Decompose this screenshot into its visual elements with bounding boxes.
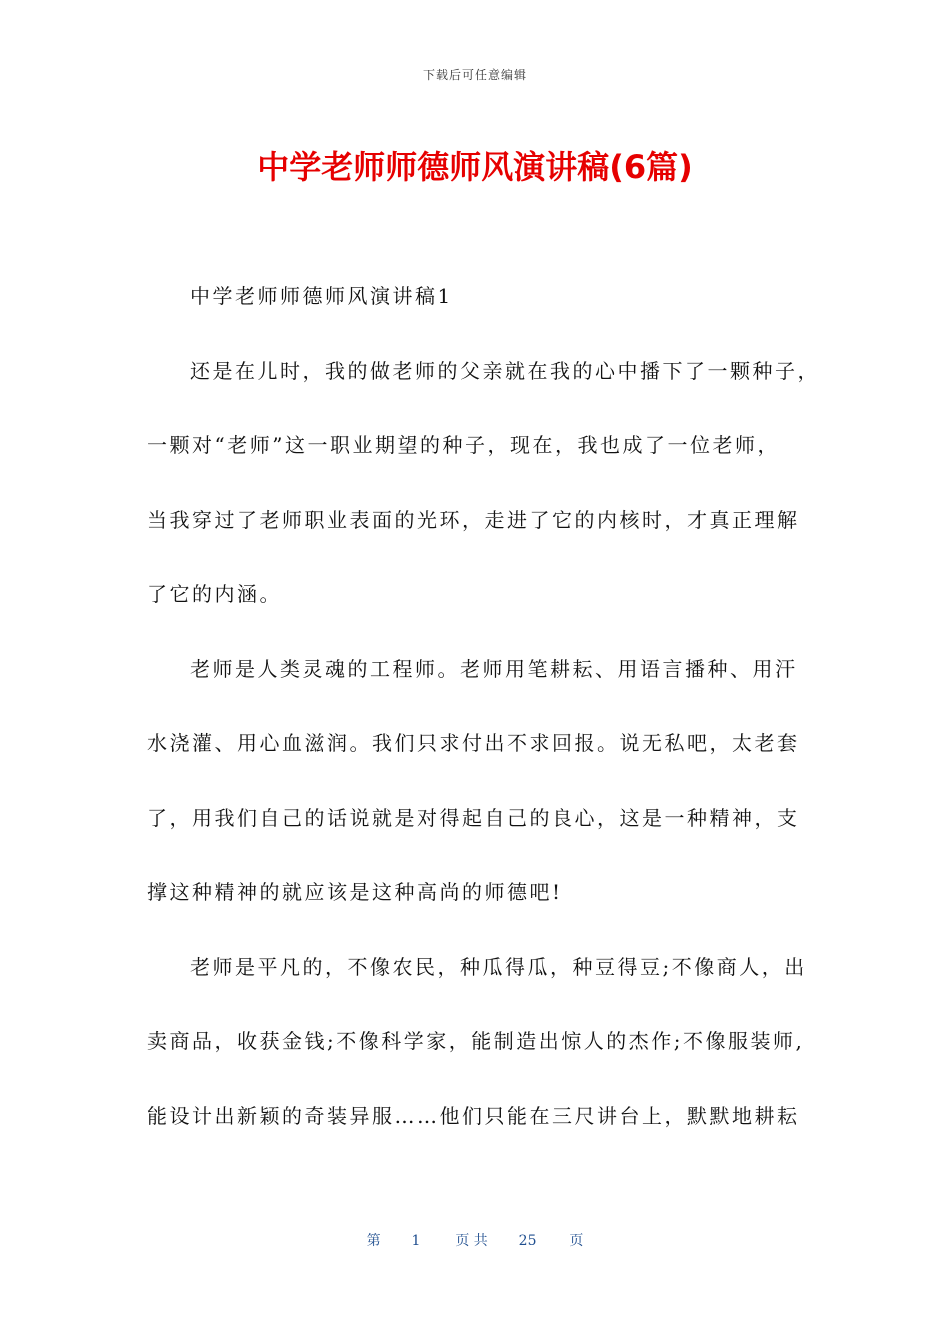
footer-page-number: 1 (411, 1233, 421, 1249)
paragraph-line: 能设计出新颖的奇装异服……他们只能在三尺讲台上，默默地耕耘 (147, 1103, 800, 1128)
paragraph-line: 卖商品，收获金钱;不像科学家，能制造出惊人的杰作;不像服装师, (147, 1029, 805, 1053)
footer-suffix: 页 (569, 1233, 584, 1249)
document-body (147, 270, 820, 1164)
paragraph-line: 水浇灌、用心血滋润。我们只求付出不求回报。说无私吧，太老套 (147, 731, 800, 755)
footer-middle: 页 共 (455, 1233, 488, 1249)
paragraph-line: 一颗对“老师”这一职业期望的种子，现在，我也成了一位老师， (147, 433, 780, 457)
paragraph-line: 当我穿过了老师职业表面的光环，走进了它的内核时，才真正理解 (147, 507, 800, 532)
footer-prefix: 第 (366, 1233, 381, 1249)
paragraph-line: 撑这种精神的就应该是这种高尚的师德吧! (147, 880, 563, 904)
page-footer (0, 1230, 950, 1250)
paragraph-line: 老师是人类灵魂的工程师。老师用笔耕耘、用语言播种、用汗 (190, 656, 798, 681)
document-title: 中学老师师德师风演讲稿(6篇) (257, 148, 693, 186)
paragraph-line: 了，用我们自己的话说就是对得起自己的良心，这是一种精神，支 (147, 805, 800, 830)
paragraph-line: 还是在儿时，我的做老师的父亲就在我的心中播下了一颗种子， (190, 358, 820, 383)
header-note: 下载后可任意编辑 (422, 68, 527, 82)
paragraph-line: 了它的内涵。 (147, 582, 282, 606)
footer-total-pages: 25 (518, 1233, 537, 1249)
paragraph-line: 老师是平凡的，不像农民，种瓜得瓜，种豆得豆;不像商人，出 (190, 954, 807, 979)
section-heading: 中学老师师德师风演讲稿1 (190, 284, 453, 308)
